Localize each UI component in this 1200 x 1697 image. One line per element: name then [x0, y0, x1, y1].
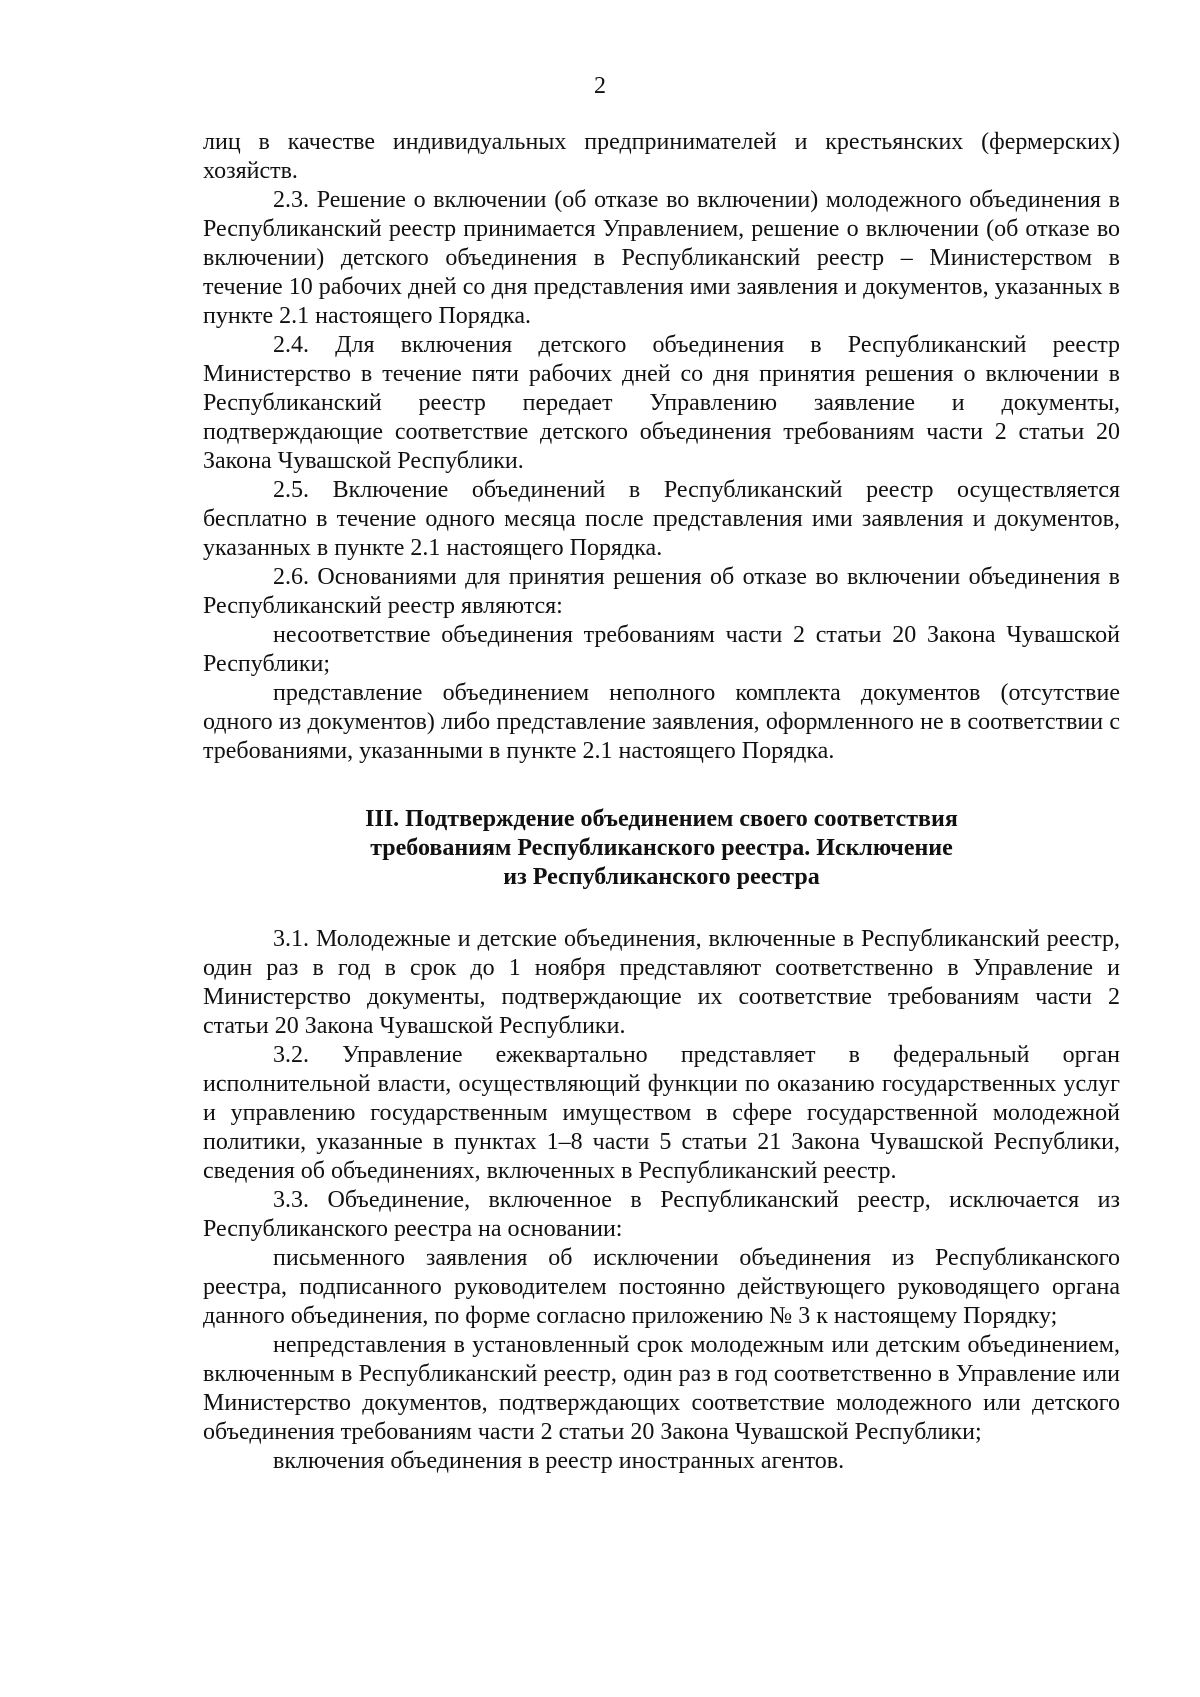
bottom-paragraphs [203, 925, 1120, 1476]
paragraph: 3.2. Управление ежеквартально представляет в федеральный орган исполнительной власти, осуществляющий функции по оказанию государственных услуг и управлению государственным имуществом в сфере государственной молодежной политики, указанные в пунктах 1–8 части 5 статьи 21 Закона Чувашской Республики, сведения об объединениях, включенных в Республиканский реестр. [203, 1042, 1120, 1184]
section-heading-line: из Республиканского реестра [503, 864, 820, 890]
section-heading-line: требованиям Республиканского реестра. Исключение [370, 835, 953, 861]
paragraph: несоответствие объединения требованиям части 2 статьи 20 Закона Чувашской Республики; [203, 622, 1120, 677]
paragraph: 2.5. Включение объединений в Республиканский реестр осуществляется бесплатно в течение одного месяца после представления ими заявления и документов, указанных в пункте 2.1 настоящего Порядка. [203, 477, 1120, 561]
paragraph: непредставления в установленный срок молодежным или детским объединением, включенным в Республиканский реестр, один раз в год соответственно в Управление или Министерство документов, подтверждающих соответствие молодежного или детского объединения требованиям части 2 статьи 20 Закона Чувашской Республики; [203, 1332, 1120, 1445]
document-body [203, 128, 1120, 1476]
paragraph: 2.4. Для включения детского объединения в Республиканский реестр Министерство в течение пяти рабочих дней со дня принятия решения о включении в Республиканский реестр передает Управлению заявление и документы, подтверждающие соответствие детского объединения требованиям части 2 статьи 20 Закона Чувашской Республики. [203, 332, 1120, 474]
section-heading-line: III. Подтверждение объединением своего соответствия [365, 806, 958, 832]
paragraph: лиц в качестве индивидуальных предпринимателей и крестьянских (фермерских) хозяйств. [203, 129, 1120, 184]
paragraph: 3.3. Объединение, включенное в Республиканский реестр, исключается из Республиканского реестра на основании: [203, 1187, 1120, 1242]
page-number: 2 [594, 73, 606, 99]
top-paragraphs [203, 128, 1120, 766]
paragraph: письменного заявления об исключении объединения из Республиканского реестра, подписанного руководителем постоянно действующего руководящего органа данного объединения, по форме согласно приложению № 3 к настоящему Порядку; [203, 1245, 1120, 1329]
paragraph: 2.6. Основаниями для принятия решения об отказе во включении объединения в Республиканский реестр являются: [203, 564, 1120, 619]
paragraph: включения объединения в реестр иностранных агентов. [273, 1448, 845, 1474]
section-heading [203, 805, 1120, 892]
paragraph: представление объединением неполного комплекта документов (отсутствие одного из документов) либо представление заявления, оформленного не в соответствии с требованиями, указанными в пункте 2.1 настоящего Порядка. [203, 680, 1120, 764]
paragraph: 2.3. Решение о включении (об отказе во включении) молодежного объединения в Республиканский реестр принимается Управлением, решение о включении (об отказе во включении) детского объединения в Республиканский реестр – Министерством в течение 10 рабочих дней со дня представления ими заявления и документов, указанных в пункте 2.1 настоящего Порядка. [203, 187, 1120, 329]
paragraph: 3.1. Молодежные и детские объединения, включенные в Республиканский реестр, один раз в год в срок до 1 ноября представляют соответственно в Управление и Министерство документы, подтверждающие их соответствие требованиям части 2 статьи 20 Закона Чувашской Республики. [203, 926, 1120, 1039]
